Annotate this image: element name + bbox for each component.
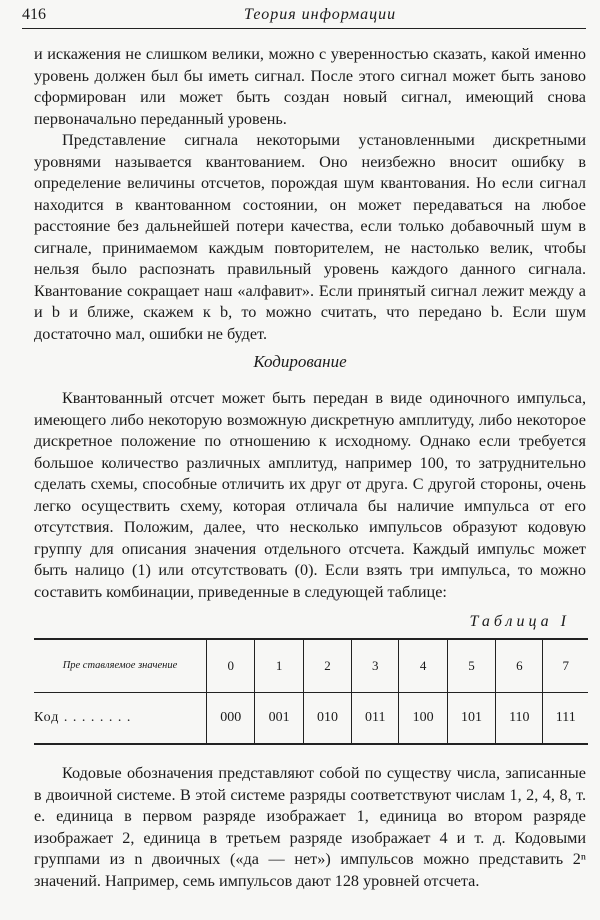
code-cell: 101: [447, 692, 495, 744]
value-cell: 1: [255, 639, 303, 692]
running-title: Теория информации: [244, 6, 397, 23]
section-title: Кодирование: [253, 352, 347, 371]
code-table: [34, 638, 588, 745]
table-caption: Таблица I: [469, 613, 570, 630]
value-cell: 0: [207, 639, 255, 692]
paragraph-1: и искажения не слишком велики, можно с уверенностью сказать, какой именно уровень должен был бы иметь сигнал. После этого сигнал может быть заново сформирован или может быть создан новый сигнал, имеющий снова первоначально переданный уровень.: [34, 45, 586, 128]
code-cell: 011: [352, 692, 399, 744]
table-header-label: Пре ставляемое значение: [62, 660, 178, 672]
code-row-label: Код . . . . . . . .: [34, 709, 132, 725]
code-cell: 111: [543, 692, 588, 744]
value-cell: 3: [352, 639, 399, 692]
table-header-row: [34, 639, 588, 692]
value-cell: 4: [399, 639, 447, 692]
paragraph-4: Кодовые обозначения представляют собой по существу числа, записанные в двоичной системе. В этой системе разряды соответствуют числам 1, 2, 4, 8, т. е. единица в первом разряде изображает 1, единица во втором разряде изображает 2, единица в третьем разряде изображает 4 и т. д. Кодовыми группами из n двоичных («да — нет») импульсов можно представить 2ⁿ значений. Например, семь импульсов дают 128 уровней отсчета.: [34, 764, 586, 890]
code-cell: 100: [399, 692, 447, 744]
value-cell: 7: [543, 639, 588, 692]
code-cell: 010: [303, 692, 351, 744]
value-cell: 5: [447, 639, 495, 692]
page-number: 416: [22, 6, 46, 23]
code-cell: 001: [255, 692, 303, 744]
table-row: [34, 692, 588, 744]
value-cell: 6: [496, 639, 543, 692]
paragraph-3: Квантованный отсчет может быть передан в виде одиночного импульса, имеющего либо некоторую возможную дискретную амплитуду, либо некоторое дискретное положение по отношению к исходному. Однако если требуется большое количество различных амплитуд, например 100, то затруднительно сделать схемы, способные отличить их друг от друга. С другой стороны, очень легко осуществить схему, которая отличала бы наличие импульса от его отсутствия. Положим, далее, что несколько импульсов образуют кодовую группу для описания значения отдельного отсчета. Каждый импульс может быть налицо (1) или отсутствовать (0). Если взять три импульса, то можно составить комбинации, приведенные в следующей таблице:: [34, 389, 586, 601]
value-cell: 2: [303, 639, 351, 692]
code-cell: 110: [496, 692, 543, 744]
code-cell: 000: [207, 692, 255, 744]
page-header: [22, 6, 586, 29]
paragraph-2: Представление сигнала некоторыми установленными дискретными уровнями называется квантованием. Оно неизбежно вносит ошибку в определение величины отсчетов, порождая шум квантования. Но если сигнал находится в квантованном состоянии, он может передаваться на любое расстояние без дальнейшей потери качества, если только добавочный шум в сигнале, принимаемом каждым повторителем, не настолько велик, чтобы нельзя было распознать правильный уровень каждого данного сигнала. Квантование сокращает наш «алфавит». Если принятый сигнал лежит между a и b и ближе, скажем к b, то можно считать, что передано b. Если шум достаточно мал, ошибки не будет.: [34, 131, 586, 343]
